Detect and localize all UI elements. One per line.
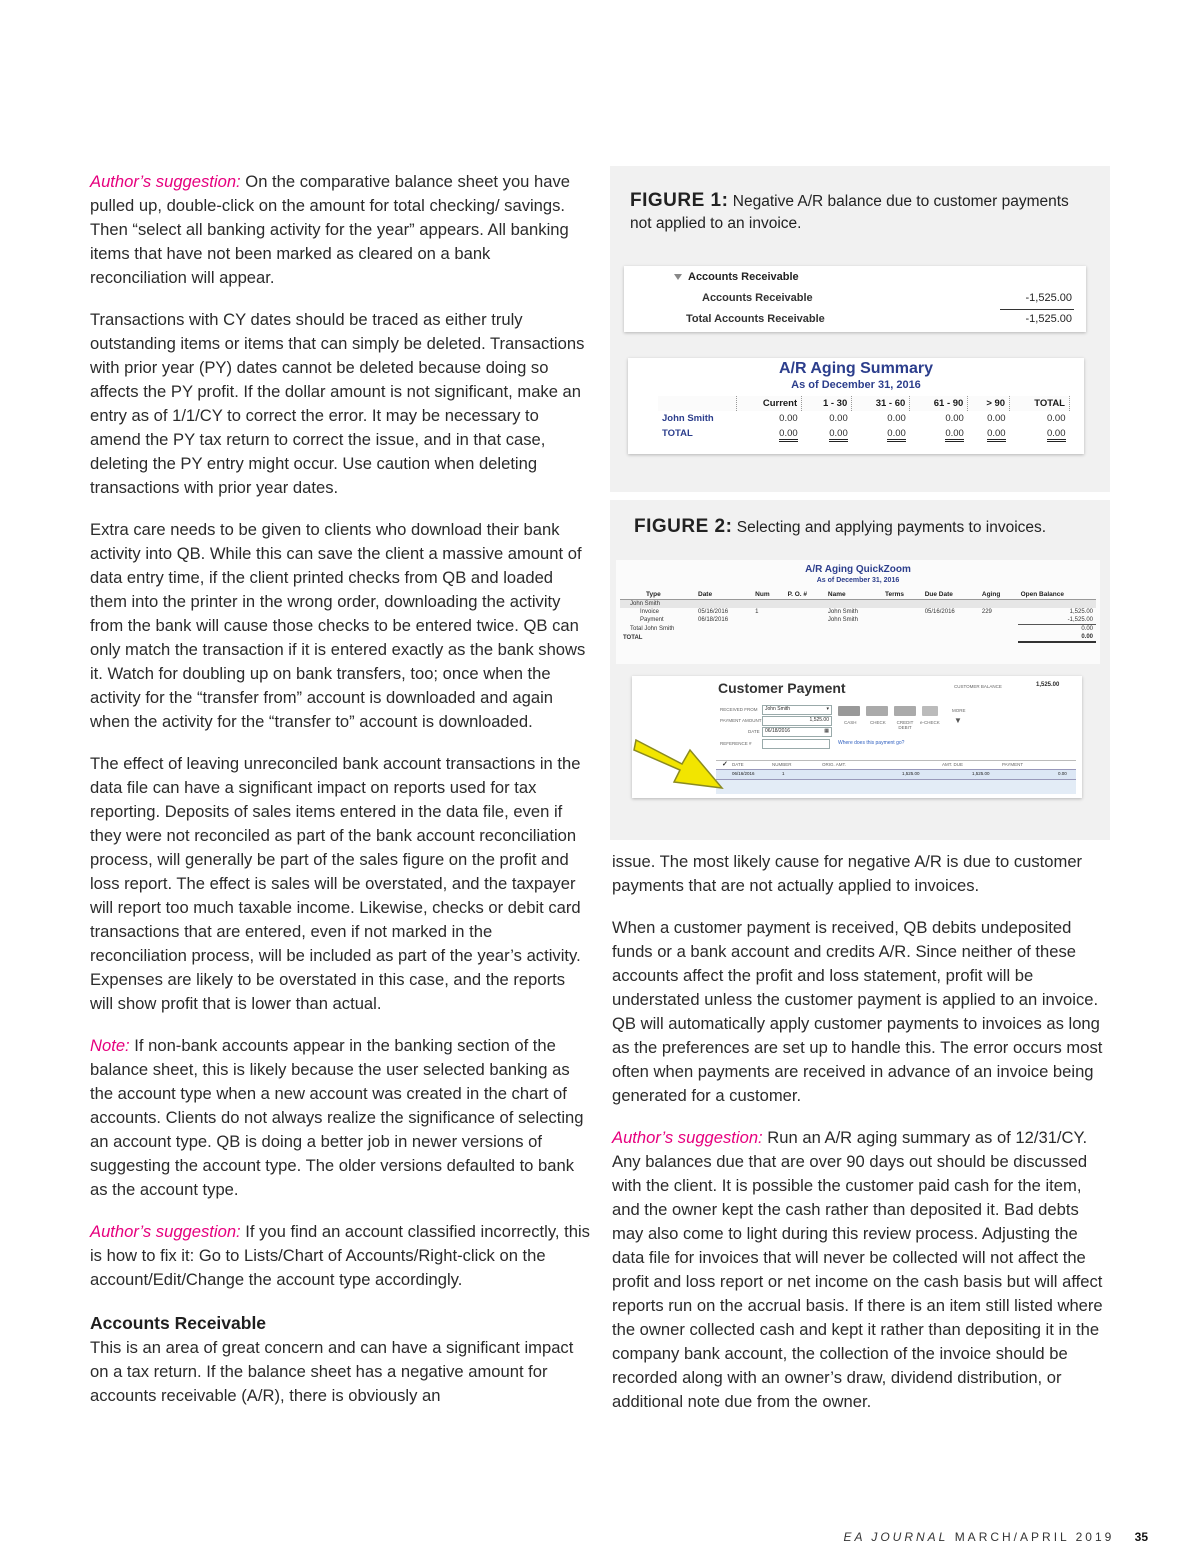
total-label: Total Accounts Receivable bbox=[686, 313, 825, 325]
note-label: Note: bbox=[90, 1036, 130, 1055]
invoice-row[interactable]: 06/16/2016 1 1,525.00 1,525.00 0.00 bbox=[716, 769, 1076, 780]
highlight-arrow-icon bbox=[630, 722, 730, 794]
more-button[interactable]: MORE bbox=[952, 708, 966, 713]
echeck-icon[interactable] bbox=[922, 706, 938, 716]
paragraph: The effect of leaving unreconciled bank account transactions in the data file can have a significant impact on reports used for tax reporting. Deposits of sales items entered in the data file, even if they were not reconciled as part of the bank account reconciliation process, will generally be part of the sales figure on the profit and loss report. The effect is sales will be overstated, and the taxpayer will report too much taxable income. Likewise, checks or debit card transactions that are entered, even if not marked in the reconciliation process, will be included as part of the year’s activity. Expenses are likely to be overstated in this case, and the reports will show profit that is lower than actual. bbox=[90, 754, 581, 1013]
quickzoom-table: Type Date Num P. O. # Name Terms Due Date Aging Open Balance John Smith Invoice 05/16/2016 1 John Smith 05/16/2016 229 1,525.00 Payment 06/18/2016 John Smith -1,525.00 Total John Smith 0.00 TOTAL 0.00 bbox=[620, 590, 1096, 643]
col-over-90: > 90 bbox=[968, 396, 1010, 411]
col-31-60: 31 - 60 bbox=[852, 396, 910, 411]
page-footer bbox=[843, 1530, 1148, 1544]
paragraph: issue. The most likely cause for negative A/R is due to customer payments that are not actually applied to invoices. bbox=[612, 852, 1083, 895]
payment-amount-input[interactable]: 1,525.00 bbox=[762, 716, 832, 726]
right-column bbox=[612, 850, 1112, 1432]
col-total: TOTAL bbox=[1010, 396, 1070, 411]
aging-table bbox=[658, 396, 1070, 441]
chevron-down-icon: ▾ bbox=[826, 706, 829, 712]
authors-suggestion-label: Author’s suggestion: bbox=[90, 1222, 241, 1241]
balance-sheet-excerpt bbox=[624, 266, 1086, 332]
table-row: John Smith 0.00 0.00 0.00 0.00 0.00 0.00 bbox=[662, 413, 1066, 424]
report-title: A/R Aging Summary bbox=[778, 360, 934, 377]
where-payment-go-link[interactable]: Where does this payment go? bbox=[838, 740, 905, 746]
paragraph: Transactions with CY dates should be traced as either truly outstanding items or items that can simply be deleted. Transactions with prior year (PY) dates cannot be deleted because doing so affects the PY profit. If the dollar amount is not significant, make an entry as of 1/1/CY to correct the error. It may be necessary to amend the PY tax return to correct the issue, and in that case, deleting the PY entry might occur. Use caution when deleting transactions with prior year dates. bbox=[90, 310, 585, 497]
section-label: Accounts Receivable bbox=[688, 271, 799, 283]
row-label: Accounts Receivable bbox=[702, 292, 813, 304]
customer-balance-label: CUSTOMER BALANCE bbox=[954, 684, 1002, 689]
check-icon[interactable] bbox=[866, 706, 888, 716]
report-subtitle: As of December 31, 2016 bbox=[816, 577, 900, 584]
date-input[interactable]: 06/18/2016 ▦ bbox=[762, 727, 832, 737]
page-number: 35 bbox=[1134, 1530, 1148, 1544]
customer-balance-value: 1,525.00 bbox=[1036, 682, 1060, 688]
authors-suggestion-label: Author’s suggestion: bbox=[90, 172, 241, 191]
authors-suggestion-label: Author’s suggestion: bbox=[612, 1128, 763, 1147]
window-title: Customer Payment bbox=[718, 680, 846, 696]
figure-1-caption: FIGURE 1: Negative A/R balance due to customer payments not applied to an invoice. bbox=[630, 190, 1069, 232]
col-1-30: 1 - 30 bbox=[802, 396, 852, 411]
paragraph: This is an area of great concern and can have a significant impact on a tax return. If the balance sheet has a negative amount for accounts receivable (A/R), there is obviously an bbox=[90, 1338, 574, 1405]
report-subtitle: As of December 31, 2016 bbox=[791, 379, 921, 391]
table-row: Invoice 05/16/2016 1 John Smith 05/16/2016 229 1,525.00 bbox=[640, 609, 1093, 615]
col-61-90: 61 - 90 bbox=[910, 396, 968, 411]
issue-date: MARCH/APRIL 2019 bbox=[954, 1530, 1115, 1544]
figure-1 bbox=[610, 166, 1110, 492]
report-title: A/R Aging QuickZoom bbox=[805, 564, 911, 575]
paragraph: Author’s suggestion: On the comparative balance sheet you have pulled up, double-click on the amount for total checking/ savings. Then “select all banking activity for the year” appears. All banking items that have not been marked as cleared on a bank reconciliation will appear. bbox=[90, 172, 571, 287]
reference-input[interactable] bbox=[762, 739, 830, 749]
received-from-select[interactable]: John Smith ▾ bbox=[762, 705, 832, 715]
credit-card-icon[interactable] bbox=[894, 706, 916, 716]
left-column bbox=[90, 170, 590, 1426]
paragraph: Author’s suggestion: If you find an account classified incorrectly, this is how to fix it: Go to Lists/Chart of Accounts/Right-click on the account/Edit/Change the account type accordingly. bbox=[90, 1222, 590, 1289]
collapse-triangle-icon bbox=[674, 274, 682, 280]
ar-aging-quickzoom bbox=[616, 560, 1100, 664]
checkmark-icon: ✓ bbox=[722, 761, 728, 768]
row-value: -1,525.00 bbox=[1025, 292, 1072, 304]
paragraph: Note: If non-bank accounts appear in the banking section of the balance sheet, this is likely because the user selected banking as the account type when a new account was created in the chart of accounts. Clients do not always realize the significance of selecting an account type. QB is doing a better job in newer versions of suggesting the account type. The older versions defaulted to bank as the account type. bbox=[90, 1036, 584, 1199]
journal-name: EA JOURNAL bbox=[843, 1530, 949, 1544]
paragraph: Author’s suggestion: Run an A/R aging summary as of 12/31/CY. Any balances due that are over 90 days out should be discussed with the client. It is possible the customer paid cash for the item, and the owner kept the cash rather than deposited it. Bad debts may also come to light during this review process. Adjusting the data file for invoices that will never be collected will not affect the profit and loss report or net income on the cash basis but will affect reports run on the accrual basis. If there is an item still listed where the owner collected cash and kept it rather than depositing it in the company bank account, the collection of the invoice should be recorded along with an owner’s draw, dividend distribution, or additional note due from the owner. bbox=[612, 1128, 1103, 1411]
paragraph: Extra care needs to be given to clients who download their bank activity into QB. While this can save the client a massive amount of data entry time, if the client printed checks from QB and loaded them into the printer in the wrong order, downloading the activity from the bank will cause those checks to be entered twice. QB can only match the transaction if it is entered exactly as the bank shows it. Watch for doubling up on bank transfers, too; once when the activity for the “transfer from” account is downloaded and again when the activity for the “transfer to” account is downloaded. bbox=[90, 520, 586, 731]
figure-2 bbox=[610, 500, 1110, 840]
rule bbox=[1000, 309, 1074, 310]
total-value: -1,525.00 bbox=[1025, 313, 1072, 325]
paragraph: When a customer payment is received, QB debits undeposited funds or a bank account and credits A/R. Since neither of these accounts affect the profit and loss statement, profit will be understated unless the customer payment is applied to an invoice. QB will automatically apply customer payments to invoices as long as the preferences are set up to handle this. The error occurs most often when payments are received in advance of an invoice being generated for a customer. bbox=[612, 918, 1103, 1105]
col-current: Current bbox=[737, 396, 802, 411]
customer-payment-window: Customer Payment CUSTOMER BALANCE 1,525.00 RECEIVED FROM John Smith ▾ PAYMENT AMOUNT 1,525.00 DATE 06/18/2016 ▦ REFERENCE # CASH CHECK CREDIT DEBIT e-CHECK MORE ▼ Where does this payment go? DATE NUMBER ORIG. AMT. AMT. DUE PAYMENT ✓ 06/16/2016 1 1,525.00 1,525.00 0.00 bbox=[632, 676, 1082, 798]
calendar-icon: ▦ bbox=[824, 728, 829, 734]
ar-aging-summary bbox=[628, 358, 1084, 454]
more-chevron-icon[interactable]: ▼ bbox=[954, 716, 962, 725]
table-row: TOTAL 0.00 0.00 0.00 0.00 0.00 0.00 bbox=[658, 426, 1070, 441]
section-heading: Accounts Receivable bbox=[90, 1313, 267, 1333]
table-row: Payment 06/18/2016 John Smith -1,525.00 bbox=[640, 617, 1093, 624]
grid-empty-row bbox=[716, 780, 1076, 794]
figure-2-caption: FIGURE 2: Selecting and applying payments to invoices. bbox=[634, 516, 1047, 537]
cash-icon[interactable] bbox=[838, 706, 860, 716]
